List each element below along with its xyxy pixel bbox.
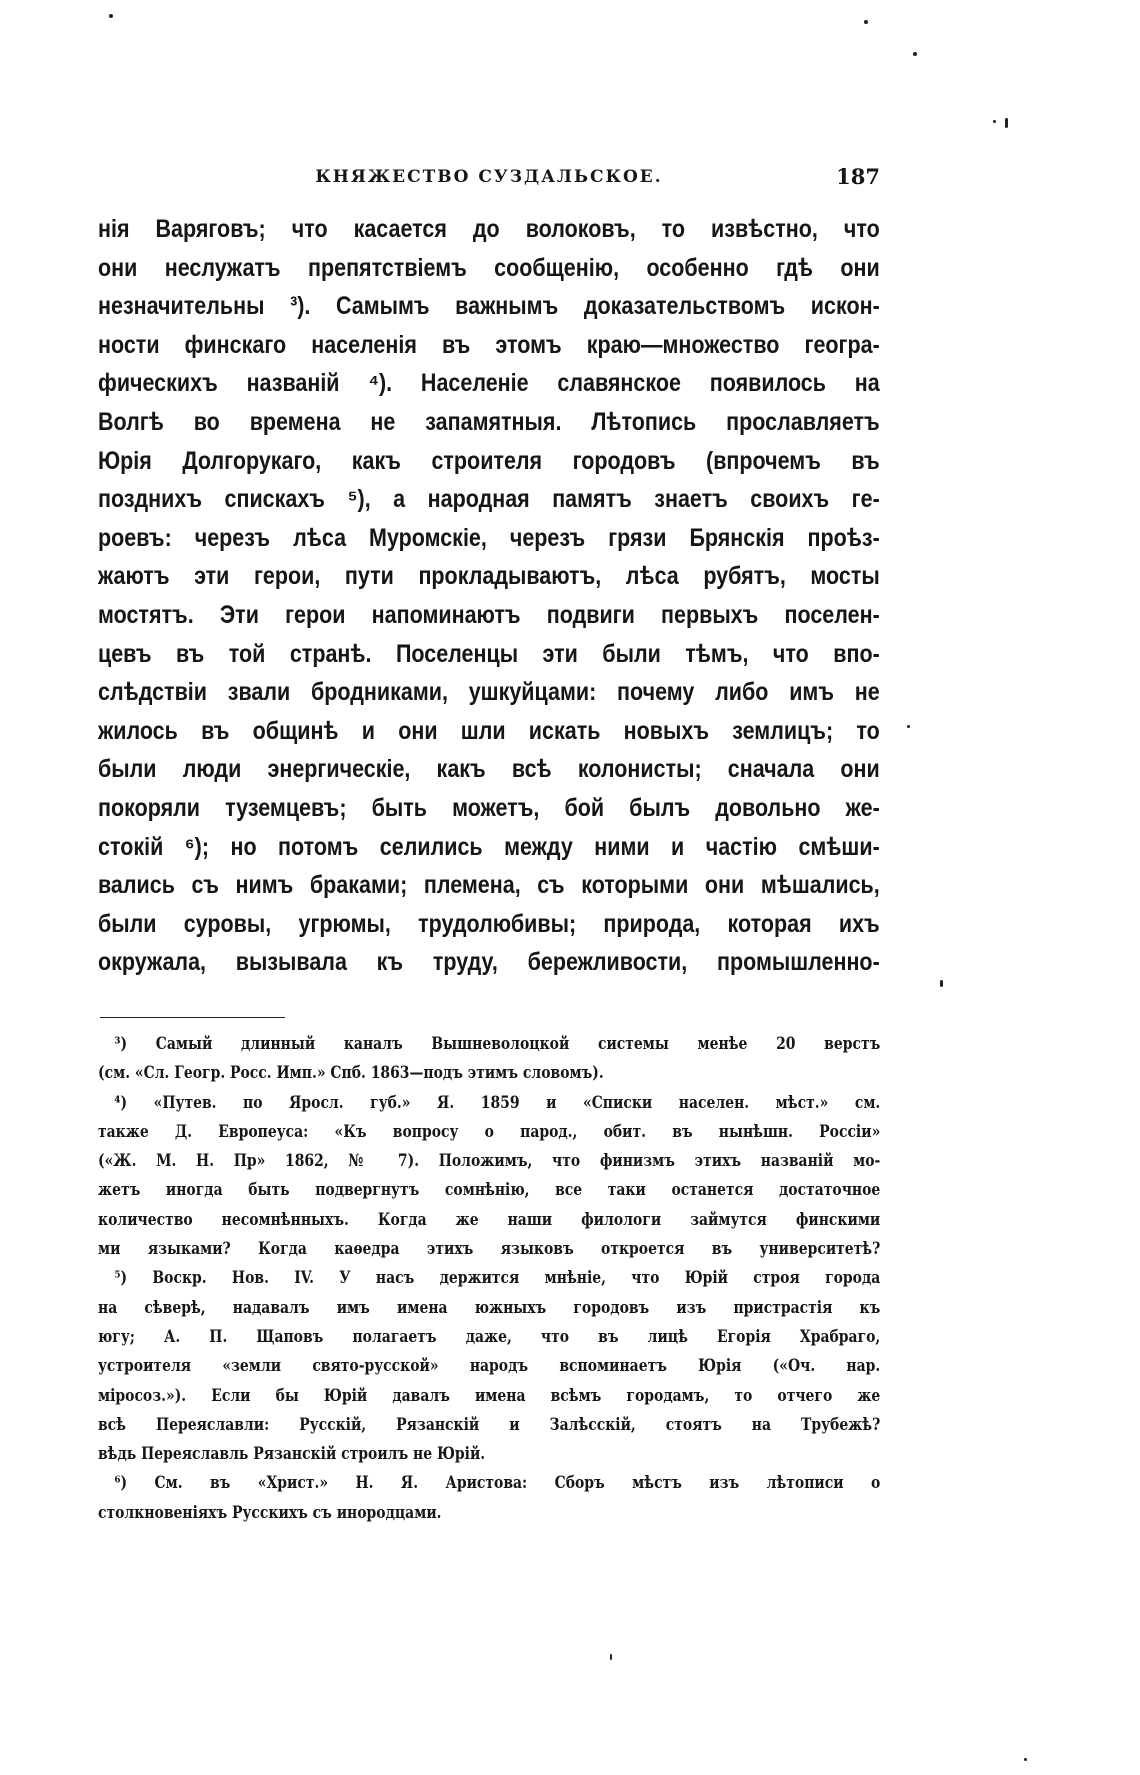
footnote-line: міросоз.»). Если бы Юрій давалъ имена всѣмъ городамъ, то отчего же — [98, 1385, 881, 1406]
footnote-line: («Ж. М. Н. Пр» 1862, № 7). Положимъ, что финизмъ этихъ названій мо- — [98, 1151, 881, 1172]
text-line: были суровы, угрюмы, трудолюбивы; природа, которая ихъ — [98, 909, 880, 938]
scan-speck — [864, 20, 868, 24]
page-number: 187 — [836, 164, 880, 189]
text-line: роевъ: черезъ лѣса Муромскіе, черезъ грязи Брянскія проѣз- — [98, 523, 880, 552]
footnote-line: количество несомнѣнныхъ. Когда же наши филологи займутся финскими — [98, 1209, 881, 1230]
text-line: ности финскаго населенія въ этомъ краю—множество геогра- — [98, 330, 880, 359]
footnote-line: жетъ иногда быть подвергнутъ сомнѣнію, все таки останется достаточное — [98, 1180, 881, 1201]
text-line: слѣдствіи звали бродниками, ушкуйцами: почему либо имъ не — [98, 678, 880, 707]
footnote-line: также Д. Европеуса: «Къ вопросу о парод., обит. въ нынѣшн. Россіи» — [98, 1121, 881, 1142]
text-line: были люди энергическіе, какъ всѣ колонисты; сначала они — [98, 755, 880, 784]
footnote-line: югу; А. П. Щаповъ полагаетъ даже, что въ лицѣ Егорія Храбраго, — [98, 1326, 881, 1347]
scan-speck — [1005, 118, 1008, 128]
scan-speck — [913, 52, 917, 56]
scan-speck — [907, 725, 910, 728]
text-line: фическихъ названій ⁴). Населеніе славянское появилось на — [98, 369, 880, 398]
text-line: вались съ нимъ браками; племена, съ которыми они мѣшались, — [98, 871, 880, 900]
text-line: Волгѣ во времена не запамятныя. Лѣтопись прославляетъ — [98, 407, 880, 436]
text-line: позднихъ спискахъ ⁵), а народная памятъ знаетъ своихъ ге- — [98, 485, 880, 514]
footnote-line: на сѣверѣ, надавалъ имъ имена южныхъ городовъ изъ пристрастія къ — [98, 1297, 881, 1318]
text-line: окружала, вызывала къ труду, бережливости, промышленно- — [98, 948, 880, 977]
text-line: жаютъ эти герои, пути прокладываютъ, лѣса рубятъ, мосты — [98, 562, 880, 591]
footnote-line: столкновеніяхъ Русскихъ съ инородцами. — [98, 1502, 442, 1523]
text-line: покоряли туземцевъ; быть можетъ, бой былъ довольно же- — [98, 793, 880, 822]
footnote-line: всѣ Переяславли: Русскій, Рязанскій и Залѣсскій, стоятъ на Трубежѣ? — [98, 1414, 881, 1435]
footnote-line: (см. «Сл. Геогр. Росс. Имп.» Спб. 1863—подъ этимъ словомъ). — [98, 1063, 604, 1084]
scan-speck — [940, 980, 943, 987]
text-line: жилось въ общинѣ и они шли искать новыхъ землицъ; то — [98, 716, 880, 745]
footnote-line: ³) Самый длинный каналъ Вышневолоцкой системы менѣе 20 верстъ — [114, 1034, 881, 1054]
scan-speck — [1024, 1758, 1027, 1761]
main-text — [98, 210, 880, 982]
scan-speck — [610, 1654, 612, 1660]
footnote-line: ⁴) «Путев. по Яросл. губ.» Я. 1859 и «Списки населен. мѣст.» см. — [114, 1092, 881, 1113]
footnote-line: ми языками? Когда каѳедра этихъ языковъ откроется въ университетѣ? — [98, 1239, 881, 1260]
footnote-line: ⁵) Воскр. Нов. IV. У насъ держится мнѣніе, что Юрій строя города — [114, 1268, 881, 1289]
text-line: стокій ⁶); но потомъ селились между ними и частію смѣши- — [98, 832, 880, 861]
text-line: они неслужатъ препятствіемъ сообщенію, особенно гдѣ они — [98, 253, 880, 282]
scan-speck — [993, 120, 996, 123]
footnote-line: ⁶) См. въ «Христ.» Н. Я. Аристова: Сборъ мѣстъ изъ лѣтописи о — [114, 1473, 881, 1494]
text-line: цевъ въ той странѣ. Поселенцы эти были тѣмъ, что впо- — [98, 639, 880, 668]
text-line: нія Варяговъ; что касается до волоковъ, то извѣстно, что — [98, 215, 880, 243]
text-line: мостятъ. Эти герои напоминаютъ подвиги первыхъ поселен- — [98, 600, 880, 629]
footnote-separator — [100, 1017, 285, 1018]
footnote-line: вѣдь Переяславль Рязанскій строилъ не Юрій. — [98, 1444, 486, 1465]
text-line: Юрія Долгорукаго, какъ строителя городовъ (впрочемъ въ — [98, 446, 880, 475]
running-title: КНЯЖЕСТВО СУЗДАЛЬСКОЕ. — [315, 167, 663, 187]
page-header — [98, 162, 880, 192]
footnote-line: устроителя «земли свято-русской» народъ вспоминаетъ Юрія («Оч. нар. — [98, 1356, 881, 1377]
footnotes — [98, 1030, 880, 1528]
scan-speck — [109, 14, 113, 18]
text-line: незначительны ³). Самымъ важнымъ доказательствомъ искон- — [98, 292, 880, 321]
